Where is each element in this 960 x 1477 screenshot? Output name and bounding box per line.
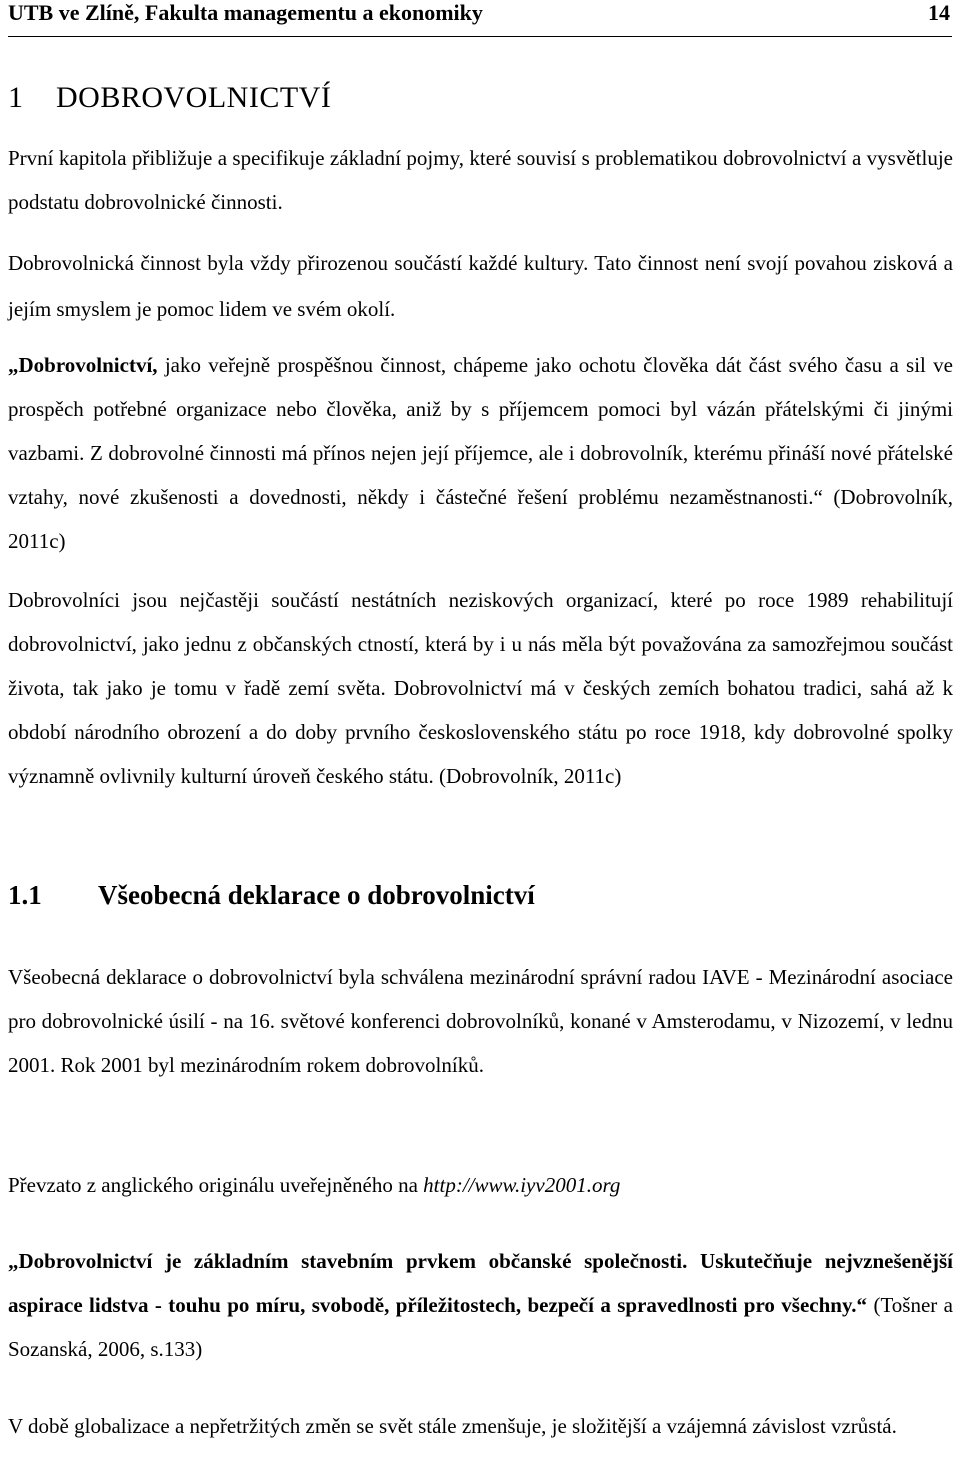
paragraph-activity: Dobrovolnická činnost byla vždy přirozenou součástí každé kultury. Tato činnost není svojí povahou zisková a jejím smyslem je pomoc lidem ve svém okolí. <box>8 251 953 321</box>
page-number: 14 <box>928 0 950 25</box>
definition-text: jako veřejně prospěšnou činnost, chápeme jako ochotu člověka dát část svého času a sil ve prospěch potřebné organizace nebo člověka, aniž by s příjemcem pomoci byl vázán přátelskými či jinými vazbami. Z dobrovolné činnosti má přínos nejen její příjemce, ale i dobrovolník, kterému přináší nové přátelské vztahy, nové zkušenosti a dovednosti, někdy i částečné řešení problému nezaměstnanosti.“ (Dobrovolník, 2011c) <box>8 353 953 553</box>
header-title: UTB ve Zlíně, Fakulta managementu a ekonomiky <box>8 0 483 25</box>
chapter-title: DOBROVOLNICTVÍ <box>56 81 332 114</box>
paragraph-definition <box>8 343 953 563</box>
page-header <box>8 0 952 28</box>
paragraph-source <box>8 1163 953 1207</box>
quote-citation: (Tošner a Sozanská, 2006, s.133) <box>8 1293 953 1361</box>
paragraph-history: Dobrovolníci jsou nejčastěji součástí nestátních neziskových organizací, které po roce 1989 rehabilitují dobrovolnictví, jako jednu z občanských ctností, která by i u nás měla být považována za samozřejmou součást života, tak jako je tomu v řadě zemí světa. Dobrovolnictví má v českých zemích bohatou tradici, sahá až k období národního obrození a do doby prvního československého státu po roce 1918, kdy dobrovolné spolky významně ovlivnily kulturní úroveň českého státu. (Dobrovolník, 2011c) <box>8 588 953 788</box>
header-divider <box>8 36 952 37</box>
paragraph-declaration: Všeobecná deklarace o dobrovolnictví byla schválena mezinárodní správní radou IAVE - Mezinárodní asociace pro dobrovolnické úsilí - na 16. světové konferenci dobrovolníků, konané v Amsterodamu, v Nizozemí, v lednu 2001. Rok 2001 byl mezinárodním rokem dobrovolníků. <box>8 965 953 1077</box>
definition-term: „Dobrovolnictví, <box>8 353 158 377</box>
chapter-heading <box>8 80 331 116</box>
section-title: Všeobecná deklarace o dobrovolnictví <box>98 880 535 910</box>
paragraph-quote <box>8 1239 953 1371</box>
quote-text: „Dobrovolnictví je základním stavebním prvkem občanské společnosti. Uskutečňuje nejvznešenější aspirace lidstva - touhu po míru, svobodě, příležitostech, bezpečí a spravedlnosti pro všechny.“ <box>8 1249 953 1317</box>
chapter-number: 1 <box>8 81 24 114</box>
section-number: 1.1 <box>8 880 42 910</box>
paragraph-globalization: V době globalizace a nepřetržitých změn se svět stále zmenšuje, je složitější a vzájemná závislost vzrůstá. <box>8 1414 897 1438</box>
paragraph-intro: První kapitola přibližuje a specifikuje základní pojmy, které souvisí s problematikou dobrovolnictví a vysvětluje podstatu dobrovolnické činnosti. <box>8 146 953 214</box>
section-heading <box>8 878 535 912</box>
source-text: Převzato z anglického originálu uveřejněného na <box>8 1173 424 1197</box>
source-link[interactable]: http://www.iyv2001.org <box>423 1173 621 1197</box>
